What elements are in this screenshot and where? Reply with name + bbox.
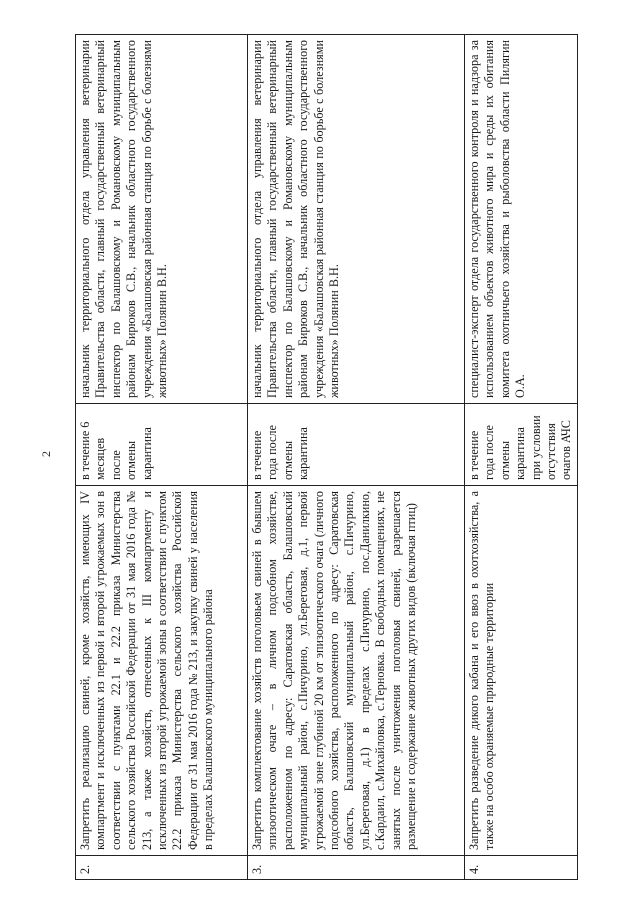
responsible-text: начальник территориального отдела управления ветеринарии Правительства области, главный государственный ветеринарный инспектор по Балашовскому и Романовскому муниципальным районам Бирюков С.В., начальник областного государственного учреждения «Балашовская районная станция по борьбе с болезнями животных» Полянин В.Н.: [76, 35, 248, 404]
measures-table-rotated: [75, 35, 574, 880]
measure-text: Запретить комплектование хозяйств поголовьем свиней в бывшем эпизоотическом очаге – в личном подсобном хозяйстве, расположенном по адресу: Саратовская область, Балашовский муниципальный район, с.Пичурино, ул.Береговая, д.1, первой угрожаемой зоне глубиной 20 км от эпизоотического очага (личного подсобного хозяйства, расположенного по адресу: Саратовская область, Балашовский муниципальный район, с.Пичурино, ул.Береговая, д.1) в пределах с.Пичурино, пос.Данилкино, с.Кардаил, с.Михайловка, с.Терновка. В свободных помещениях, не занятых после уничтожения поголовья свиней, разрешается размещение и содержание животных других видов (включая птиц): [248, 486, 465, 856]
responsible-text: начальник территориального отдела управления ветеринарии Правительства области, главный государственный ветеринарный инспектор по Балашовскому и Романовскому муниципальным районам Бирюков С.В., начальник областного государственного учреждения «Балашовская районная станция по борьбе с болезнями животных» Полянин В.Н.: [248, 35, 465, 404]
measure-text: Запретить разведение дикого кабана и его ввоз в охотхозяйства, а также на особо охраняемые природные территории: [465, 486, 578, 856]
table-row: [248, 35, 465, 880]
period-text: в течение года после отмены карантина: [248, 404, 465, 486]
measures-table: [75, 34, 578, 880]
row-number: 2.: [76, 856, 248, 880]
row-number: 4.: [465, 856, 578, 880]
table-row: [465, 35, 578, 880]
period-text: в течение 6 месяцев после отмены карантина: [76, 404, 248, 486]
table-row: [76, 35, 248, 880]
responsible-text: специалист-эксперт отдела государственного контроля и надзора за использованием объектов животного мира и среды их обитания комитета охотничьего хозяйства и рыболовства области Пилягин О.А.: [465, 35, 578, 404]
page-number: 2: [39, 451, 53, 457]
period-text: в течение года после отмены карантина при условии отсутствия очагов АЧС: [465, 404, 578, 486]
measure-text: Запретить реализацию свиней, кроме хозяйств, имеющих IV компартмент и исключенных из первой и второй угрожаемых зон в соответствии с пунктами 22.1 и 22.2 приказа Министерства сельского хозяйства Российской Федерации от 31 мая 2016 года № 213, а также хозяйств, отнесенных к III компартменту и исключенных из второй угрожаемой зоны в соответствии с пунктом 22.2 приказа Министерства сельского хозяйства Российской Федерации от 31 мая 2016 года № 213, и закупку свиней у населения в пределах Балашовского муниципального района: [76, 486, 248, 856]
row-number: 3.: [248, 856, 465, 880]
